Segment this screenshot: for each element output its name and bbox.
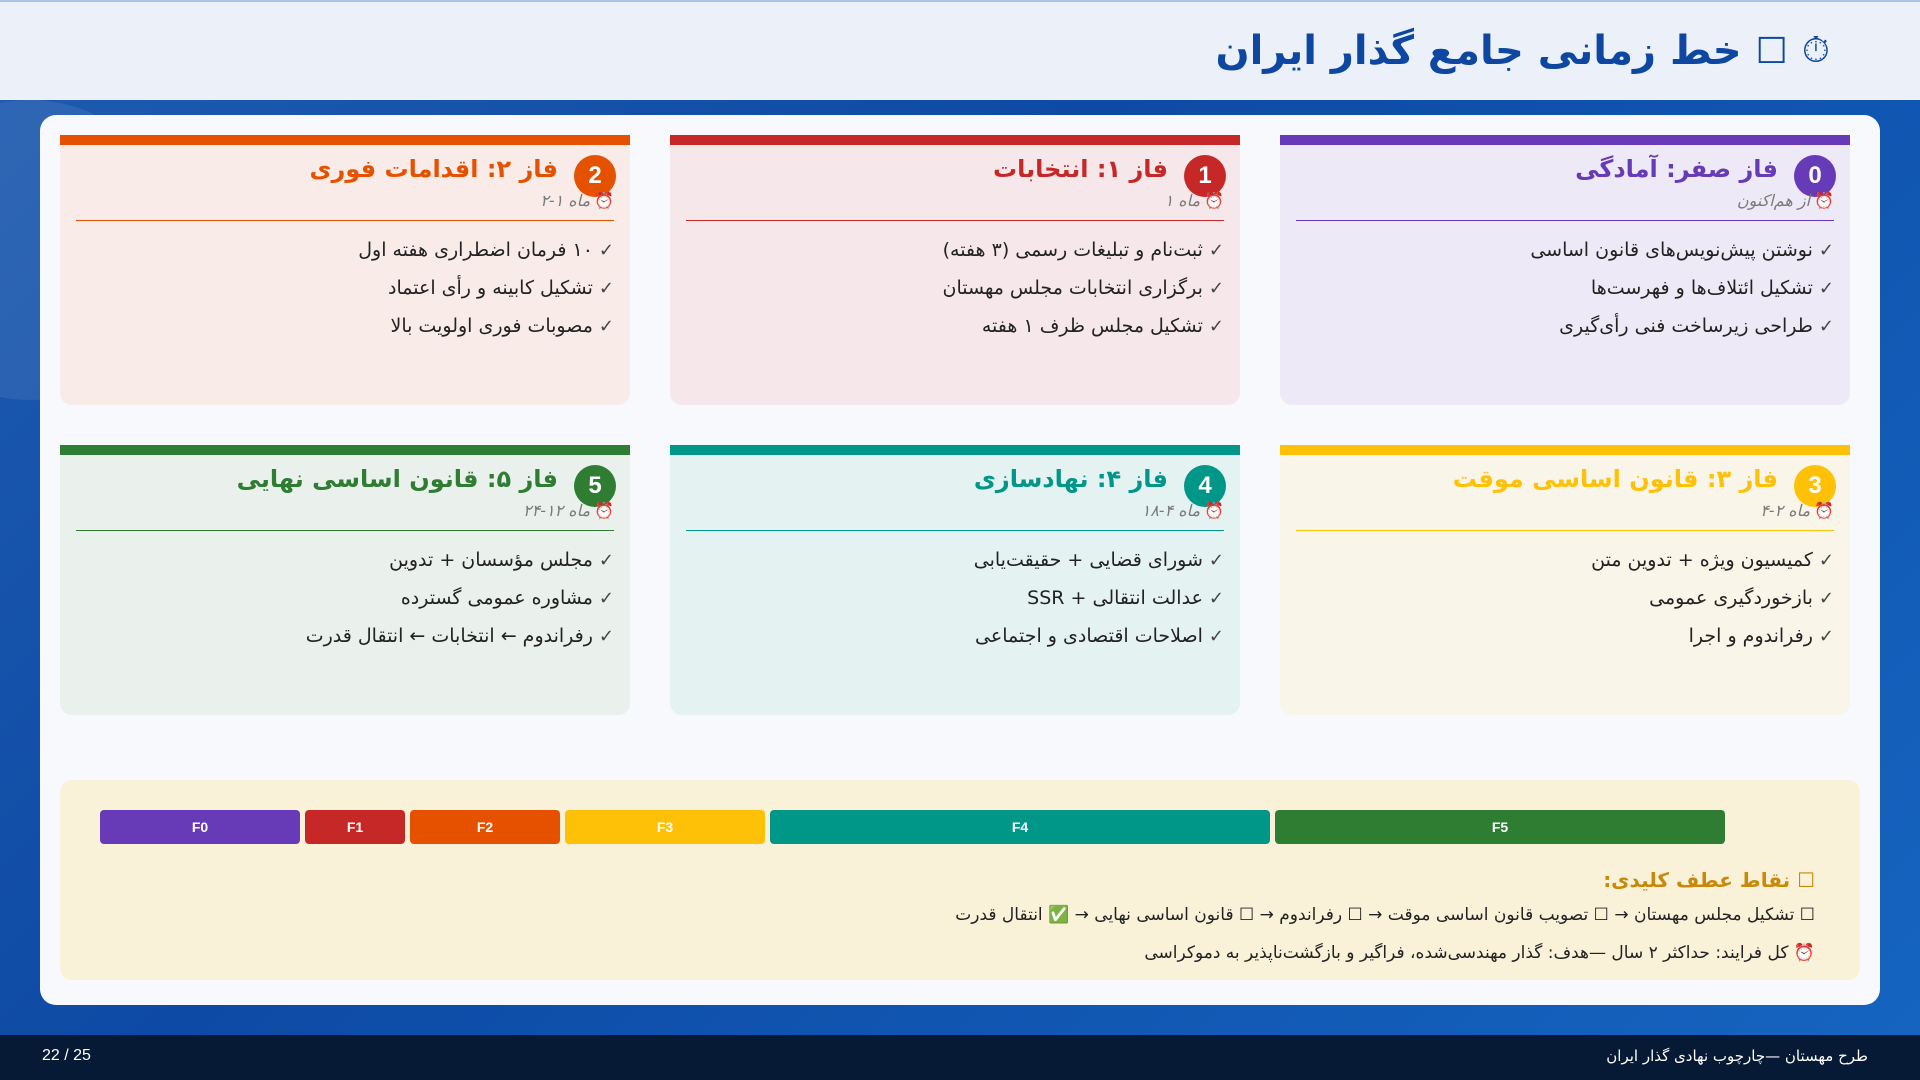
list-item xyxy=(943,269,1224,307)
key-points-line: ☐ تشکیل مجلس مهستان → ☐ تصویب قانون اساسی موقت → ☐ رفراندوم → ☐ قانون اساسی نهایی → ✅ انتقال قدرت xyxy=(955,905,1815,925)
content-panel xyxy=(40,115,1880,1005)
timeline-segment-f5: F5 xyxy=(1275,810,1725,844)
phase-period-text: ماه ۱۲-۲۴ xyxy=(523,501,591,520)
phase-task-list xyxy=(943,231,1224,345)
phase-period-text: از هم‌اکنون xyxy=(1736,191,1811,210)
task-text: عدالت انتقالی + SSR xyxy=(1027,587,1203,609)
phase-title: فاز ۲: اقدامات فوری xyxy=(309,155,558,183)
phase-period-text: ماه ۱ xyxy=(1164,191,1201,210)
list-item xyxy=(1591,579,1834,617)
summary-line: ⏰ کل فرایند: حداکثر ۲ سال —هدف: گذار مهندسی‌شده، فراگیر و بازگشت‌ناپذیر به دموکراسی xyxy=(1144,943,1815,963)
timeline-box xyxy=(60,780,1860,980)
stopwatch-icon: ⏱ xyxy=(1801,30,1830,71)
list-item xyxy=(358,231,614,269)
phase-task-list xyxy=(306,541,614,655)
phase-card-4 xyxy=(670,445,1240,715)
phase-period xyxy=(1760,501,1834,520)
phase-title: فاز ۱: انتخابات xyxy=(993,155,1168,183)
list-item xyxy=(974,579,1224,617)
divider xyxy=(76,530,614,531)
list-item xyxy=(1530,269,1834,307)
task-text: مجلس مؤسسان + تدوین xyxy=(389,549,593,571)
square-icon: ☐ xyxy=(1755,30,1788,72)
phase-period xyxy=(1165,191,1224,210)
task-text: طراحی زیرساخت فنی رأی‌گیری xyxy=(1559,315,1813,337)
task-text: رفراندوم و اجرا xyxy=(1688,625,1813,647)
list-item xyxy=(1591,617,1834,655)
card-color-bar xyxy=(670,135,1240,145)
task-text: نوشتن پیش‌نویس‌های قانون اساسی xyxy=(1530,239,1813,261)
task-text: مشاوره عمومی گسترده xyxy=(400,587,593,609)
footer xyxy=(0,1035,1920,1080)
task-text: شورای قضایی + حقیقت‌یابی xyxy=(973,549,1203,571)
clock-icon: ⏰ xyxy=(594,501,614,520)
phase-number-badge: 4 xyxy=(1184,465,1226,507)
check-icon: ✓ xyxy=(598,278,614,299)
phase-title: فاز ۴: نهادسازی xyxy=(973,465,1168,493)
list-item xyxy=(943,231,1224,269)
phase-number-badge: 2 xyxy=(574,155,616,197)
card-color-bar xyxy=(670,445,1240,455)
phase-card-2 xyxy=(60,135,630,405)
footer-title: طرح مهستان —چارچوب نهادی گذار ایران xyxy=(1606,1047,1868,1065)
list-item xyxy=(358,307,614,345)
phase-card-0 xyxy=(1280,135,1850,405)
phase-title: فاز صفر: آمادگی xyxy=(1575,155,1778,183)
phase-task-list xyxy=(358,231,614,345)
divider xyxy=(1296,530,1834,531)
phase-number-badge: 5 xyxy=(574,465,616,507)
divider xyxy=(76,220,614,221)
phase-title: فاز ۳: قانون اساسی موقت xyxy=(1452,465,1778,493)
check-icon: ✓ xyxy=(1818,278,1834,299)
task-text: کمیسیون ویژه + تدوین متن xyxy=(1591,549,1813,571)
check-icon: ✓ xyxy=(1818,626,1834,647)
divider xyxy=(686,220,1224,221)
check-icon: ✓ xyxy=(1818,240,1834,261)
divider xyxy=(1296,220,1834,221)
phase-period xyxy=(523,501,614,520)
phase-card-1 xyxy=(670,135,1240,405)
card-color-bar xyxy=(60,135,630,145)
check-icon: ✓ xyxy=(598,550,614,571)
phase-period xyxy=(1737,191,1834,210)
task-text: تشکیل مجلس ظرف ۱ هفته xyxy=(981,315,1203,337)
task-text: ۱۰ فرمان اضطراری هفته اول xyxy=(358,239,593,261)
phase-period xyxy=(1142,501,1224,520)
check-icon: ✓ xyxy=(1208,588,1224,609)
clock-icon: ⏰ xyxy=(594,191,614,210)
phase-number-badge: 0 xyxy=(1794,155,1836,197)
task-text: رفراندوم ← انتخابات ← انتقال قدرت xyxy=(305,625,593,647)
page-title-text: خط زمانی جامع گذار ایران xyxy=(1215,28,1742,74)
task-text: مصوبات فوری اولویت بالا xyxy=(390,315,593,337)
card-color-bar xyxy=(60,445,630,455)
phase-period-text: ماه ۴-۱۸ xyxy=(1141,501,1201,520)
list-item xyxy=(943,307,1224,345)
list-item xyxy=(306,617,614,655)
clock-icon: ⏰ xyxy=(1814,191,1834,210)
header xyxy=(0,0,1920,100)
check-icon: ✓ xyxy=(1818,316,1834,337)
list-item xyxy=(1530,307,1834,345)
task-text: ثبت‌نام و تبلیغات رسمی (۳ هفته) xyxy=(942,239,1203,261)
check-icon: ✓ xyxy=(1208,626,1224,647)
page-number: 22 / 25 xyxy=(42,1047,91,1064)
task-text: تشکیل کابینه و رأی اعتماد xyxy=(388,277,593,299)
task-text: بازخوردگیری عمومی xyxy=(1649,587,1813,609)
clock-icon: ⏰ xyxy=(1204,191,1224,210)
list-item xyxy=(974,617,1224,655)
task-text: اصلاحات اقتصادی و اجتماعی xyxy=(975,625,1203,647)
phase-task-list xyxy=(1591,541,1834,655)
page-title xyxy=(1215,28,1830,74)
phase-number-badge: 3 xyxy=(1794,465,1836,507)
task-text: برگزاری انتخابات مجلس مهستان xyxy=(942,277,1203,299)
check-icon: ✓ xyxy=(1208,278,1224,299)
divider xyxy=(686,530,1224,531)
phase-task-list xyxy=(974,541,1224,655)
list-item xyxy=(306,579,614,617)
check-icon: ✓ xyxy=(598,588,614,609)
list-item xyxy=(358,269,614,307)
check-icon: ✓ xyxy=(598,626,614,647)
timeline-segment-f2: F2 xyxy=(410,810,560,844)
clock-icon: ⏰ xyxy=(1814,501,1834,520)
check-icon: ✓ xyxy=(1208,316,1224,337)
check-icon: ✓ xyxy=(1208,240,1224,261)
list-item xyxy=(306,541,614,579)
phase-period-text: ماه ۱-۲ xyxy=(540,191,591,210)
phase-number-badge: 1 xyxy=(1184,155,1226,197)
list-item xyxy=(1591,541,1834,579)
timeline-segment-f4: F4 xyxy=(770,810,1270,844)
key-points-title: ☐ نقاط عطف کلیدی: xyxy=(1603,868,1815,892)
timeline-segment-f1: F1 xyxy=(305,810,405,844)
card-color-bar xyxy=(1280,445,1850,455)
check-icon: ✓ xyxy=(1208,550,1224,571)
phase-task-list xyxy=(1530,231,1834,345)
list-item xyxy=(1530,231,1834,269)
check-icon: ✓ xyxy=(598,316,614,337)
check-icon: ✓ xyxy=(1818,588,1834,609)
task-text: تشکیل ائتلاف‌ها و فهرست‌ها xyxy=(1590,277,1813,299)
clock-icon: ⏰ xyxy=(1204,501,1224,520)
card-color-bar xyxy=(1280,135,1850,145)
phase-title: فاز ۵: قانون اساسی نهایی xyxy=(236,465,558,493)
phase-period-text: ماه ۲-۴ xyxy=(1760,501,1811,520)
phase-period xyxy=(540,191,614,210)
phase-card-3 xyxy=(1280,445,1850,715)
check-icon: ✓ xyxy=(598,240,614,261)
timeline-segment-f0: F0 xyxy=(100,810,300,844)
timeline-segment-f3: F3 xyxy=(565,810,765,844)
check-icon: ✓ xyxy=(1818,550,1834,571)
phase-card-5 xyxy=(60,445,630,715)
list-item xyxy=(974,541,1224,579)
